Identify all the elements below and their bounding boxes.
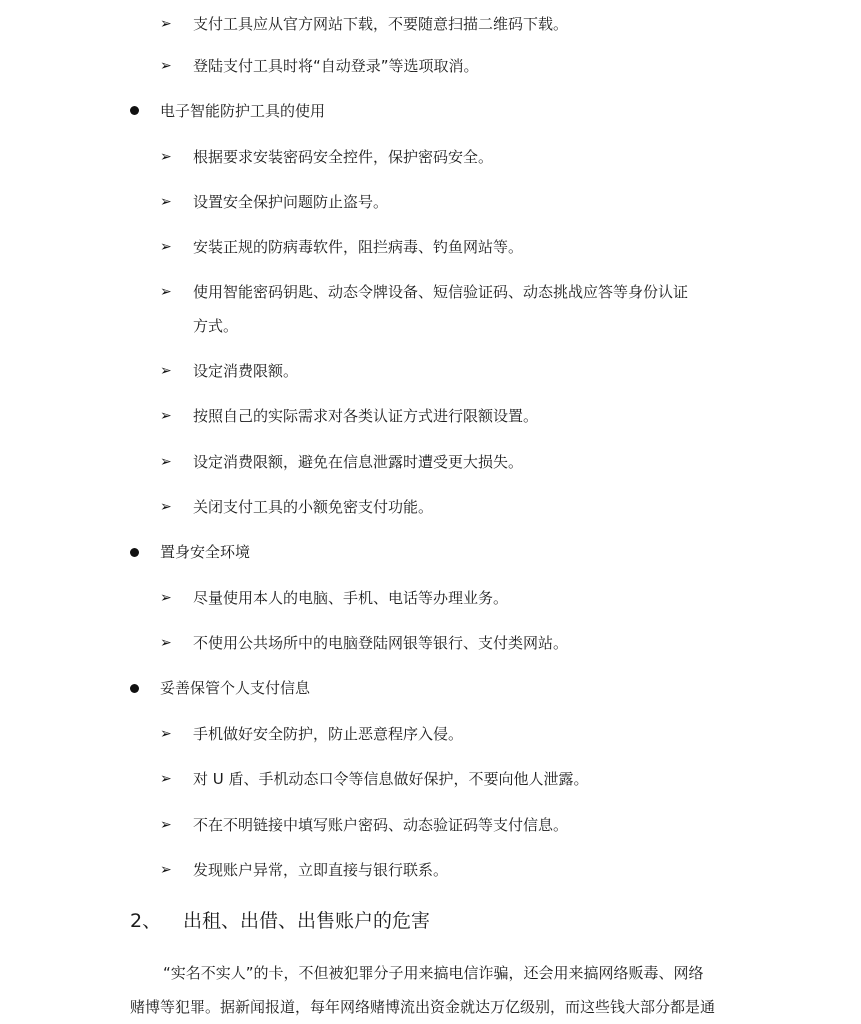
arrow-bullet-icon: ➢ [160, 454, 172, 470]
round-bullet-icon [130, 684, 139, 693]
list-item-text: 设置安全保护问题防止盗号。 [193, 193, 389, 211]
arrow-bullet-icon: ➢ [160, 590, 172, 606]
arrow-bullet-icon: ➢ [160, 726, 172, 742]
arrow-bullet-icon: ➢ [160, 194, 172, 210]
list-item-text: 根据要求安装密码安全控件，保护密码安全。 [193, 148, 494, 166]
list-item-text: 登陆支付工具时将“自动登录”等选项取消。 [193, 57, 479, 75]
arrow-bullet-icon: ➢ [160, 862, 172, 878]
list-item-text: 按照自己的实际需求对各类认证方式进行限额设置。 [193, 407, 539, 425]
arrow-bullet-icon: ➢ [160, 284, 172, 300]
section-title: 出租、出借、出售账户的危害 [183, 910, 431, 932]
paragraph-line: “实名不实人”的卡，不但被犯罪分子用来搞电信诈骗，还会用来搞网络贩毒、网络 [163, 964, 704, 982]
list-heading-text: 电子智能防护工具的使用 [160, 102, 326, 120]
arrow-bullet-icon: ➢ [160, 408, 172, 424]
list-item-text: 发现账户异常，立即直接与银行联系。 [193, 861, 449, 879]
list-item-text: 不使用公共场所中的电脑登陆网银等银行、支付类网站。 [193, 634, 569, 652]
round-bullet-icon [130, 106, 139, 115]
arrow-bullet-icon: ➢ [160, 499, 172, 515]
arrow-bullet-icon: ➢ [160, 239, 172, 255]
arrow-bullet-icon: ➢ [160, 58, 172, 74]
arrow-bullet-icon: ➢ [160, 635, 172, 651]
list-item-text: 设定消费限额，避免在信息泄露时遭受更大损失。 [193, 453, 524, 471]
list-item-text: 尽量使用本人的电脑、手机、电话等办理业务。 [193, 589, 509, 607]
list-item-text: 支付工具应从官方网站下载，不要随意扫描二维码下载。 [193, 15, 569, 33]
list-item-continuation: 方式。 [193, 317, 239, 335]
list-item-text: 设定消费限额。 [193, 362, 299, 380]
paragraph-line: 赌博等犯罪。据新闻报道，每年网络赌博流出资金就达万亿级别，而这些钱大部分都是通 [130, 998, 716, 1016]
round-bullet-icon [130, 548, 139, 557]
arrow-bullet-icon: ➢ [160, 771, 172, 787]
list-item-text: 关闭支付工具的小额免密支付功能。 [193, 498, 434, 516]
arrow-bullet-icon: ➢ [160, 363, 172, 379]
arrow-bullet-icon: ➢ [160, 149, 172, 165]
list-item-text: 不在不明链接中填写账户密码、动态验证码等支付信息。 [193, 816, 569, 834]
list-item-text: 使用智能密码钥匙、动态令牌设备、短信验证码、动态挑战应答等身份认证 [193, 283, 689, 301]
list-item-text: 对 U 盾、手机动态口令等信息做好保护，不要向他人泄露。 [193, 770, 589, 788]
list-item-text: 安装正规的防病毒软件，阻拦病毒、钓鱼网站等。 [193, 238, 524, 256]
list-heading-text: 妥善保管个人支付信息 [160, 679, 311, 697]
arrow-bullet-icon: ➢ [160, 16, 172, 32]
section-number: 2、 [130, 910, 162, 932]
list-item-text: 手机做好安全防护，防止恶意程序入侵。 [193, 725, 464, 743]
arrow-bullet-icon: ➢ [160, 817, 172, 833]
list-heading-text: 置身安全环境 [160, 543, 251, 561]
